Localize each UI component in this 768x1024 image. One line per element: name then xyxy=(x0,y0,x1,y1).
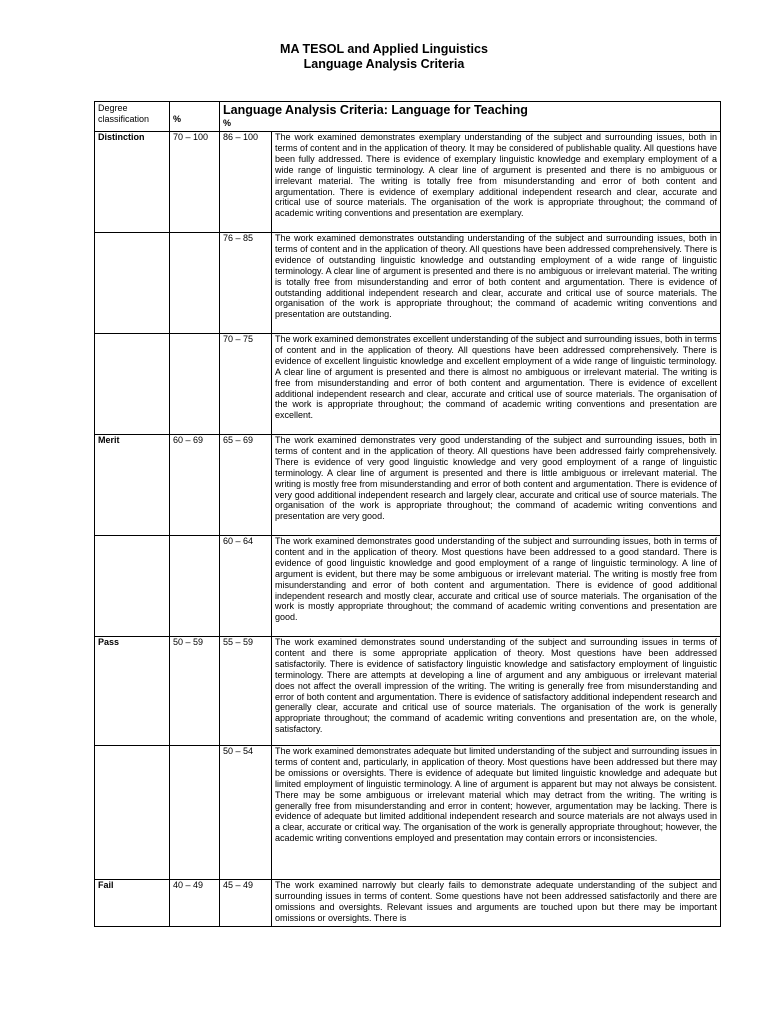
band-cell: 55 – 59 xyxy=(220,637,272,746)
criteria-table xyxy=(94,101,721,927)
title-line-1: MA TESOL and Applied Linguistics xyxy=(280,42,488,56)
band-cell: 50 – 54 xyxy=(220,746,272,880)
band-cell: 65 – 69 xyxy=(220,435,272,536)
description-cell: The work examined demonstrates good understanding of the subject and surrounding issues, both in terms of content and in the application of theory. Most questions have been addressed to a good standard. There is evidence of good linguistic knowledge and good employment of a range of linguistic terminology. A line of argument is evident, but there may be some ambiguous or irrelevant material. The writing is mostly free from misunderstanding and error of both content and argumentation. There is evidence of good additional independent research and mostly clear, accurate and critical use of source materials. The organisation of the work is mostly appropriate throughout; the command of academic writing conventions and presentation are good. xyxy=(272,536,721,637)
degree-cell xyxy=(95,746,170,880)
table-header-row xyxy=(95,102,721,132)
range-cell xyxy=(170,746,220,880)
band-cell: 76 – 85 xyxy=(220,233,272,334)
degree-cell: Pass xyxy=(95,637,170,746)
table-row xyxy=(95,880,721,927)
header-criteria xyxy=(220,102,721,132)
range-cell xyxy=(170,334,220,435)
degree-cell xyxy=(95,536,170,637)
table-row xyxy=(95,233,721,334)
range-cell xyxy=(170,233,220,334)
range-cell xyxy=(170,536,220,637)
table-row xyxy=(95,334,721,435)
band-cell: 70 – 75 xyxy=(220,334,272,435)
table-row xyxy=(95,132,721,233)
range-cell: 40 – 49 xyxy=(170,880,220,927)
degree-cell: Fail xyxy=(95,880,170,927)
title-line-2: Language Analysis Criteria xyxy=(303,57,465,71)
description-cell: The work examined demonstrates adequate but limited understanding of the subject and surrounding issues in terms of content and, particularly, in application of theory. Most questions have been addressed but there may be omissions or oversights. There is evidence of adequate but limited linguistic knowledge and adequate but limited employment of linguistic terminology. A line of argument is apparent but may not always be consistent. There may be some ambiguous or irrelevant material which may detract from the writing. The writing is generally free from misunderstanding and error in content; however, argumentation may be lacking. There is evidence of adequate but limited additional independent research and source materials are not always used in a clear, accurate or critical way. The organisation of the work is generally appropriate throughout; however, the academic writing conventions employed and presentation may contain errors or inconsistencies. xyxy=(272,746,721,880)
table-row xyxy=(95,536,721,637)
header-pct-label: % xyxy=(173,114,182,124)
header-pct xyxy=(170,102,220,132)
degree-cell: Distinction xyxy=(95,132,170,233)
description-cell: The work examined demonstrates very good understanding of the subject and surrounding issues, both in terms of content and in the application of theory. All questions have been addressed fairly comprehensively. There is evidence of very good linguistic knowledge and very good employment of a range of linguistic terminology. A clear line of argument is presented and there is little ambiguous or irrelevant material. The writing is mostly free from misunderstanding and error of both content and argumentation. There is evidence of very good additional independent research and largely clear, accurate and critical use of source materials. The organisation of the work is appropriate throughout; the command of academic writing conventions and presentation are very good. xyxy=(272,435,721,536)
band-cell: 86 – 100 xyxy=(220,132,272,233)
description-cell: The work examined demonstrates excellent understanding of the subject and surrounding issues, both in terms of content and in the application of theory. All questions have been addressed comprehensively. There is evidence of excellent linguistic knowledge and excellent employment of a wide range of linguistic terminology. A clear line of argument is presented and there is almost no ambiguous or irrelevant material. The writing is free from misunderstanding and error of both content and argumentation. There is evidence of excellent additional independent research and clear, accurate and critical use of source materials. The organisation of the work is appropriate throughout; the command of academic writing conventions and presentation are excellent. xyxy=(272,334,721,435)
band-cell: 60 – 64 xyxy=(220,536,272,637)
table-row xyxy=(95,746,721,880)
criteria-sub-pct: % xyxy=(223,118,232,128)
range-cell: 50 – 59 xyxy=(170,637,220,746)
criteria-title: Language Analysis Criteria: Language for Teaching xyxy=(223,103,528,117)
degree-cell xyxy=(95,334,170,435)
degree-cell xyxy=(95,233,170,334)
description-cell: The work examined demonstrates sound understanding of the subject and surrounding issues in terms of content and there is some appropriate application of theory. Most questions have been addressed satisfactorily. There is evidence of satisfactory linguistic knowledge and satisfactory employment of linguistic terminology. There are attempts at developing a line of argument and any ambiguous or irrelevant material does not affect the overall impression of the writing. The writing is generally free from misunderstanding and error of both content and argumentation. There is evidence of satisfactory additional independent research and generally clear, accurate and critical use of source materials. The organisation of the work is generally appropriate throughout; the command of academic writing conventions and presentation are, on the whole, satisfactory. xyxy=(272,637,721,746)
table-row xyxy=(95,637,721,746)
degree-cell: Merit xyxy=(95,435,170,536)
description-cell: The work examined demonstrates outstanding understanding of the subject and surrounding issues, both in terms of content and in the application of theory. All questions have been addressed comprehensively. There is evidence of outstanding linguistic knowledge and outstanding employment of a wide range of linguistic terminology. A clear line of argument is presented and there is no ambiguous or irrelevant material. The writing is totally free from misunderstanding and error of both content and argumentation. There is evidence of outstanding additional independent research and clear, accurate and critical use of source materials. The organisation of the work is appropriate throughout; the command of academic writing conventions and presentation are outstanding. xyxy=(272,233,721,334)
header-degree: Degree classification xyxy=(95,102,170,132)
band-cell: 45 – 49 xyxy=(220,880,272,927)
table-row xyxy=(95,435,721,536)
range-cell: 70 – 100 xyxy=(170,132,220,233)
description-cell: The work examined narrowly but clearly fails to demonstrate adequate understanding of the subject and surrounding issues in terms of content. Some questions have not been addressed satisfactorily and there are omissions and oversights. Relevant issues and arguments are touched upon but there may be important omissions or oversights. There is xyxy=(272,880,721,927)
description-cell: The work examined demonstrates exemplary understanding of the subject and surrounding issues, both in terms of content and in the application of theory. It may be considered of publishable quality. All questions have been fully addressed. There is evidence of exemplary linguistic knowledge and exemplary employment of a wide range of linguistic terminology. A clear line of argument is presented and there is no ambiguous or irrelevant material. The writing is totally free from misunderstanding and error of both content and argumentation. There is evidence of exemplary additional independent research and clear, accurate and critical use of source materials. The organisation of the work is appropriate throughout; the command of academic writing conventions and presentation are exemplary. xyxy=(272,132,721,233)
document-title xyxy=(0,42,768,72)
range-cell: 60 – 69 xyxy=(170,435,220,536)
